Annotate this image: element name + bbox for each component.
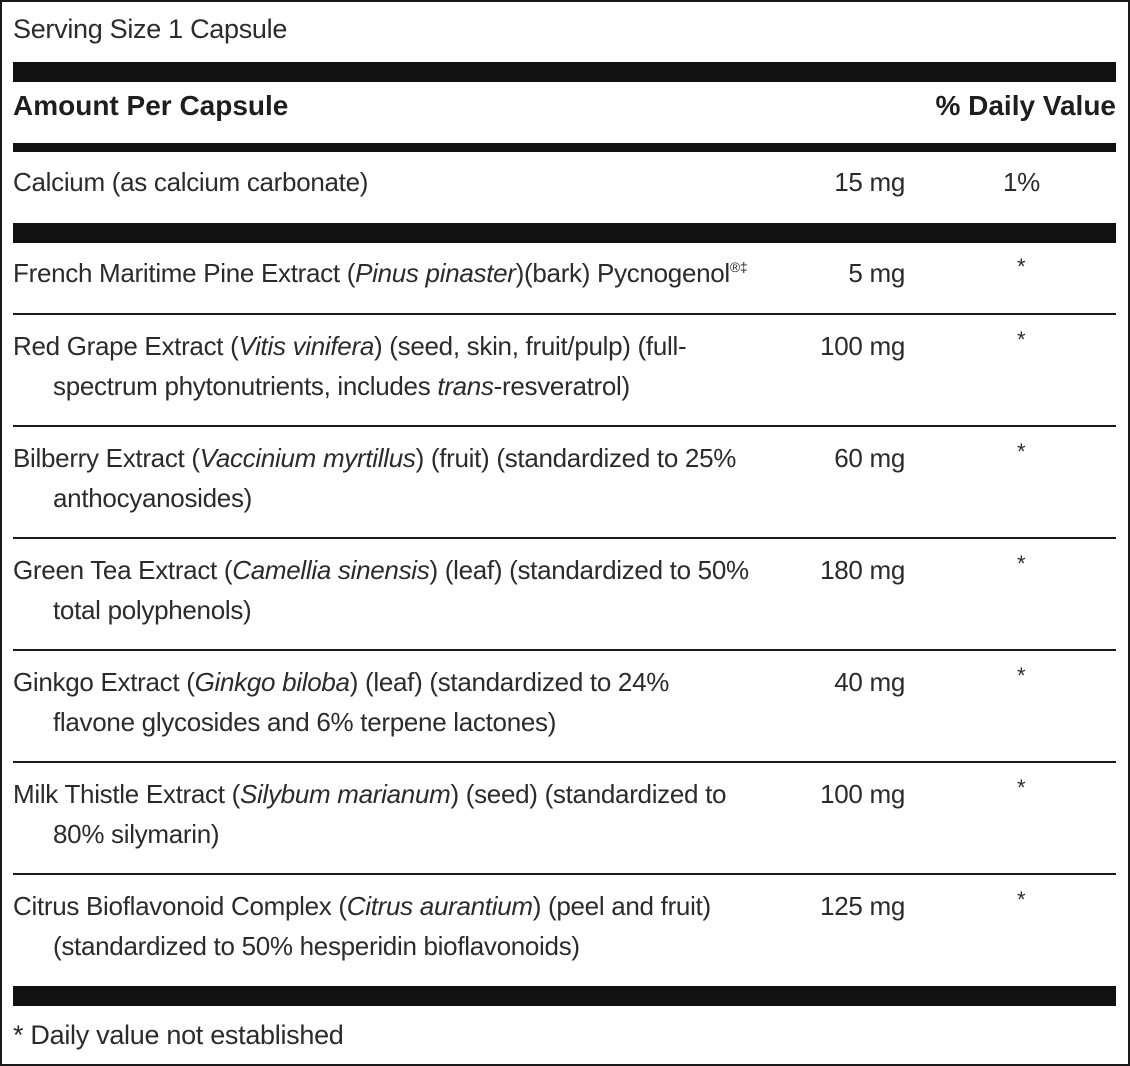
ingredient-common-name: Ginkgo Extract ( <box>13 667 195 697</box>
medium-divider <box>13 143 1116 152</box>
continuation-text: (standardized to 50% hesperidin bioflavonoids) <box>53 931 580 961</box>
ingredient-name-line <box>13 662 793 702</box>
ingredient-name-line <box>13 886 793 926</box>
thick-divider <box>13 986 1116 1006</box>
amount-per-capsule-header: Amount Per Capsule <box>13 90 289 121</box>
nutrient-amount: 15 mg <box>834 167 905 197</box>
ingredient-latin-name: Camellia sinensis <box>232 555 430 585</box>
ingredient-details: )(bark) Pycnogenol <box>515 258 730 288</box>
continuation-text: -resveratrol) <box>493 371 630 401</box>
ingredient-latin-name: Citrus aurantium <box>346 891 533 921</box>
ingredient-amount: 5 mg <box>848 258 905 288</box>
ingredient-daily-value: * <box>1017 887 1026 912</box>
footnote: * Daily value not established <box>13 1020 344 1050</box>
ingredient-amount: 180 mg <box>820 555 905 585</box>
ingredient-amount: 100 mg <box>820 779 905 809</box>
ingredient-details: ) (fruit) (standardized to 25% <box>415 443 737 473</box>
ingredient-details: ) (leaf) (standardized to 50% <box>429 555 749 585</box>
ingredient-name-continuation <box>13 590 793 630</box>
ingredient-name-continuation <box>13 926 793 966</box>
ingredient-amount: 100 mg <box>820 331 905 361</box>
row-separator <box>13 313 1116 315</box>
ingredient-amount: 60 mg <box>834 443 905 473</box>
continuation-text: total polyphenols) <box>53 595 252 625</box>
ingredient-latin-name: Silybum marianum <box>239 779 451 809</box>
ingredient-daily-value: * <box>1017 775 1026 800</box>
ingredient-daily-value: * <box>1017 439 1026 464</box>
ingredient-name <box>13 662 793 742</box>
row-separator <box>13 537 1116 539</box>
continuation-text: spectrum phytonutrients, includes <box>53 371 438 401</box>
ingredient-name-line <box>13 774 793 814</box>
ingredient-latin-name: Pinus pinaster <box>355 258 516 288</box>
daily-value-header: % Daily Value <box>935 90 1116 121</box>
ingredient-name-line <box>13 438 793 478</box>
thick-divider <box>13 223 1116 243</box>
ingredient-latin-name: Ginkgo biloba <box>194 667 350 697</box>
ingredient-details: ) (peel and fruit) <box>532 891 711 921</box>
ingredient-name <box>13 886 793 966</box>
ingredient-daily-value: * <box>1017 551 1026 576</box>
ingredient-name <box>13 253 793 293</box>
row-separator <box>13 873 1116 875</box>
continuation-text: flavone glycosides and 6% terpene lactones) <box>53 707 557 737</box>
ingredient-name <box>13 438 793 518</box>
ingredient-name <box>13 550 793 630</box>
ingredient-daily-value: * <box>1017 327 1026 352</box>
continuation-text: 80% silymarin) <box>53 819 220 849</box>
ingredient-amount: 40 mg <box>834 667 905 697</box>
ingredient-common-name: Green Tea Extract ( <box>13 555 233 585</box>
trademark-marks: ®‡ <box>729 259 748 275</box>
ingredient-name-line <box>13 326 793 366</box>
nutrient-name: Calcium (as calcium carbonate) <box>13 167 369 197</box>
continuation-italic: trans <box>437 371 494 401</box>
nutrient-daily-value: 1% <box>1003 167 1040 197</box>
ingredient-common-name: French Maritime Pine Extract ( <box>13 258 356 288</box>
continuation-text: anthocyanosides) <box>53 483 252 513</box>
row-separator <box>13 425 1116 427</box>
ingredient-name-continuation <box>13 814 793 854</box>
row-separator <box>13 761 1116 763</box>
ingredient-details: ) (seed) (standardized to <box>450 779 727 809</box>
ingredient-latin-name: Vaccinium myrtillus <box>199 443 416 473</box>
ingredient-daily-value: * <box>1017 254 1026 279</box>
ingredient-details: ) (seed, skin, fruit/pulp) (full- <box>374 331 687 361</box>
ingredient-common-name: Red Grape Extract ( <box>13 331 239 361</box>
thick-divider <box>13 62 1116 82</box>
ingredient-name <box>13 774 793 854</box>
ingredient-name-line <box>13 550 793 590</box>
ingredient-name-continuation <box>13 702 793 742</box>
ingredient-name-continuation <box>13 478 793 518</box>
ingredient-name <box>13 326 793 406</box>
row-separator <box>13 649 1116 651</box>
ingredient-latin-name: Vitis vinifera <box>238 331 374 361</box>
ingredient-common-name: Milk Thistle Extract ( <box>13 779 240 809</box>
ingredient-name-continuation <box>13 366 793 406</box>
ingredient-name-line <box>13 253 793 293</box>
ingredient-common-name: Bilberry Extract ( <box>13 443 200 473</box>
serving-size: Serving Size 1 Capsule <box>13 14 288 44</box>
ingredient-amount: 125 mg <box>820 891 905 921</box>
ingredient-common-name: Citrus Bioflavonoid Complex ( <box>13 891 347 921</box>
ingredient-daily-value: * <box>1017 663 1026 688</box>
ingredient-details: ) (leaf) (standardized to 24% <box>349 667 670 697</box>
